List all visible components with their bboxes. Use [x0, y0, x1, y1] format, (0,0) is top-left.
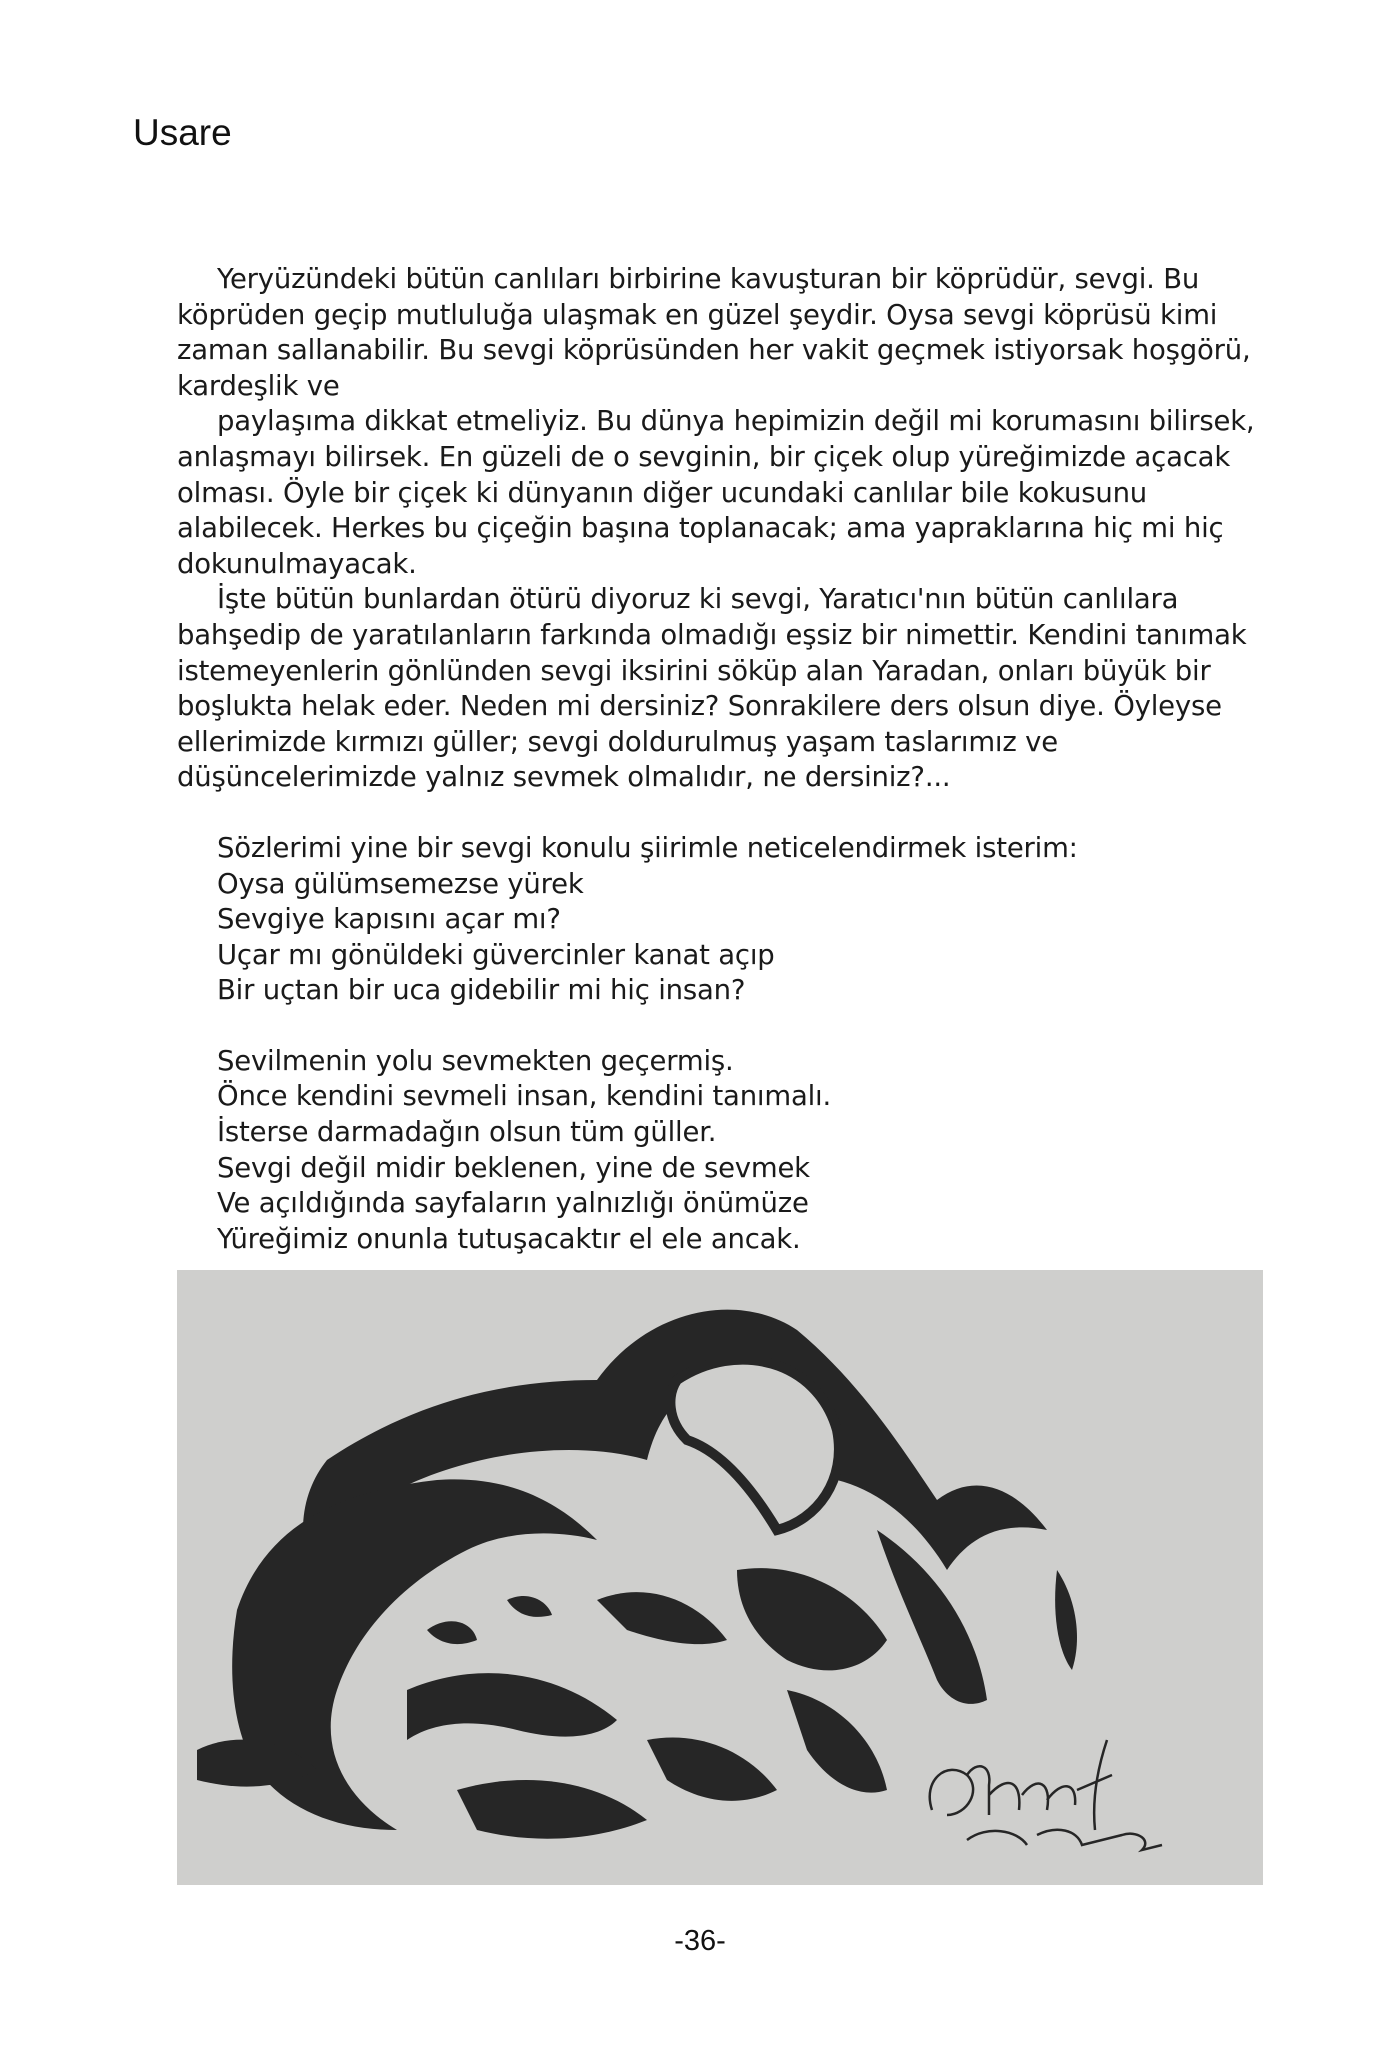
- poem-line: Bir uçtan bir uca gidebilir mi hiç insan?: [217, 974, 746, 1007]
- page-number: -36-: [674, 1925, 726, 1957]
- paragraph-3: İşte bütün bunlardan ötürü diyoruz ki sevgi, Yaratıcı'nın bütün canlılara bahşedip de yaratılanların farkında olmadığı eşsiz bir nimettir. Kendini tanımak istemeyenlerin gönlünden sevgi iksirini söküp alan Yaradan, onları büyük bir boşlukta helak eder. Neden mi dersiniz? Sonrakilere ders olsun diye. Öyleyse ellerimizde kırmızı güller; sevgi doldurulmuş yaşam taslarımız ve düşüncelerimizde yalnız sevmek olmalıdır, ne dersiniz?...: [177, 583, 1247, 794]
- poem-line: Önce kendini sevmeli insan, kendini tanımalı.: [217, 1080, 832, 1113]
- poem: [177, 831, 1267, 1258]
- poem-line: Sevilmenin yolu sevmekten geçermiş.: [217, 1044, 734, 1077]
- poem-line: Ve açıldığında sayfaların yalnızlığı önümüze: [217, 1187, 809, 1220]
- poem-intro: Sözlerimi yine bir sevgi konulu şiirimle neticelendirmek isterim:: [217, 831, 1078, 864]
- poem-line: İsterse darmadağın olsun tüm güller.: [217, 1116, 717, 1149]
- paragraph-2: paylaşıma dikkat etmeliyiz. Bu dünya hepimizin değil mi korumasını bilirsek, anlaşmayı bilirsek. En güzeli de o sevginin, bir çiçek olup yüreğimizde açacak olması. Öyle bir çiçek ki dünyanın diğer ucundaki canlılar bile kokusunu alabilecek. Herkes bu çiçeğin başına toplanacak; ama yapraklarına hiç mi hiç dokunulmayacak.: [177, 405, 1255, 580]
- ink-illustration: [177, 1270, 1263, 1885]
- poem-line: Sevgi değil midir beklenen, yine de sevmek: [217, 1151, 810, 1184]
- poem-line: Sevgiye kapısını açar mı?: [217, 903, 561, 936]
- ink-drawing: [177, 1270, 1263, 1885]
- poem-line: Uçar mı gönüldeki güvercinler kanat açıp: [217, 938, 775, 971]
- paragraph-1: Yeryüzündeki bütün canlıları birbirine kavuşturan bir köprüdür, sevgi. Bu köprüden geçip mutluluğa ulaşmak en güzel şeydir. Oysa sevgi köprüsü kimi zaman sallanabilir. Bu sevgi köprüsünden her vakit geçmek istiyorsak hoşgörü, kardeşlik ve: [177, 263, 1251, 402]
- poem-line: Yüreğimiz onunla tutuşacaktır el ele ancak.: [217, 1222, 801, 1255]
- poem-line: Oysa gülümsemezse yürek: [217, 867, 584, 900]
- page-header-title: Usare: [133, 112, 232, 153]
- article-body: [177, 262, 1267, 1257]
